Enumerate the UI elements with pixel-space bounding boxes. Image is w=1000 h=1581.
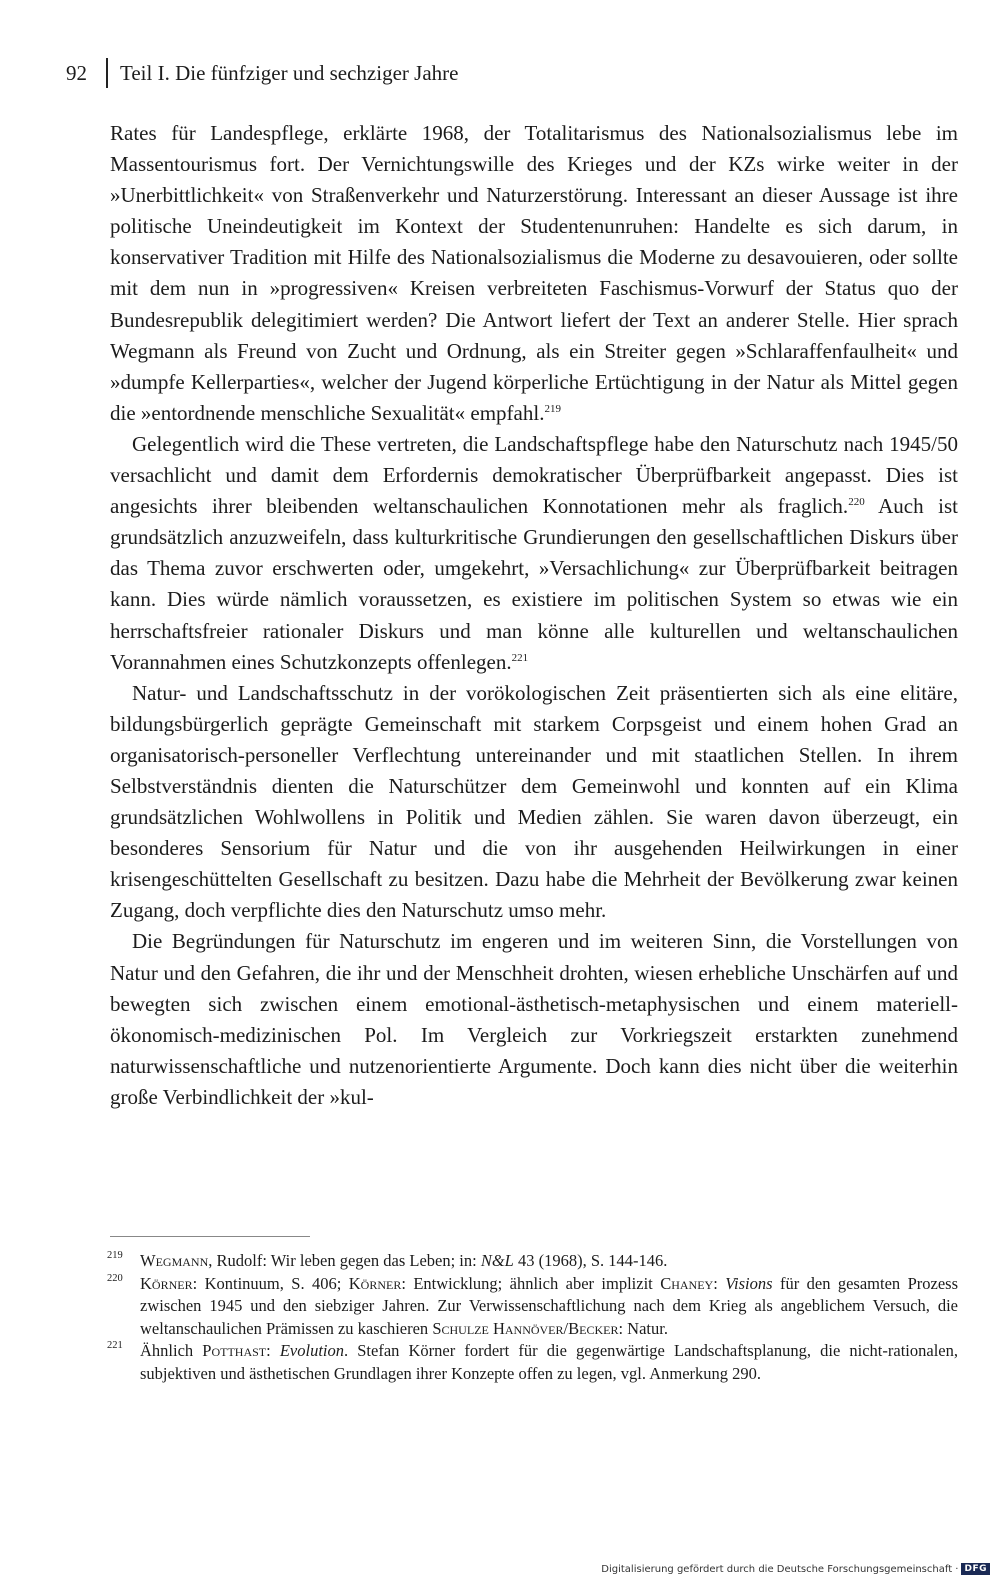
header-divider <box>106 58 108 88</box>
dfg-logo: DFG <box>961 1563 990 1575</box>
footnote-author: Chaney <box>660 1273 714 1293</box>
running-title: Teil I. Die fünfziger und sechziger Jahre <box>120 60 459 85</box>
paragraph-1 <box>110 118 958 429</box>
footnote-ref-221: 221 <box>511 651 529 664</box>
footnote-219 <box>107 1250 958 1273</box>
digitization-credit <box>601 1563 990 1575</box>
footnote-segment: für den gesamten Prozess zwischen 1945 und den siebziger Jahren. Zur Verwissenschaftlichung nach dem Krieg als angeblichem Versuch, die weltanschaulichen Prämissen zu kaschieren <box>140 1273 958 1338</box>
footnote-segment: : <box>266 1341 280 1360</box>
footnote-text <box>110 1340 958 1385</box>
footnote-author: Körner <box>140 1273 193 1293</box>
footnote-221 <box>107 1340 958 1385</box>
footnote-text <box>110 1250 958 1273</box>
footnote-author: Schulze Hannöver/Becker <box>432 1318 619 1338</box>
footnote-number: 220 <box>107 1272 123 1284</box>
footnote-author: Potthast <box>202 1341 267 1360</box>
credit-text: Digitalisierung gefördert durch die Deutsche Forschungsgemeinschaft · <box>601 1563 959 1575</box>
footnote-author: Wegmann <box>140 1251 209 1270</box>
footnote-number: 219 <box>107 1250 123 1261</box>
footnote-segment: . Stefan Körner fordert für die gegenwärtige Landschaftsplanung, die nicht-rationalen, subjektiven und ästhetischen Grundlagen ihrer Konzepte offen zu legen, vgl. Anmerkung 290. <box>140 1341 958 1383</box>
footnote-segment: : Natur. <box>618 1318 668 1338</box>
footnote-text <box>110 1273 958 1341</box>
paragraph-3: Natur- und Landschaftsschutz in der vorökologischen Zeit präsentierten sich als eine elitäre, bildungsbürgerlich geprägte Gemeinschaft mit starkem Corpsgeist und einem hohen Grad an organisatorisch-personeller Verflechtung untereinander und mit staatlichen Stellen. In ihrem Selbstverständnis dienten die Naturschützer dem Gemeinwohl und konnten auf ein Klima grundsätzlichen Wohlwollens in Politik und Medien zählen. Sie waren davon überzeugt, ein besonderes Sensorium für Natur und die von ihr ausgehenden Heilwirkungen in einer krisengeschüttelten Gesellschaft zu besitzen. Dazu habe die Mehrheit der Bevölkerung zwar keinen Zugang, doch verpflichte dies den Naturschutz umso mehr. <box>110 680 958 923</box>
footnote-segment: , Rudolf: Wir leben gegen das Leben; in: <box>208 1251 481 1270</box>
footnote-segment: Ähnlich <box>140 1341 203 1360</box>
footnote-title: Evolution <box>279 1341 344 1360</box>
footnotes <box>107 1250 958 1385</box>
footnote-ref-220: 220 <box>848 496 865 509</box>
footnote-segment: : Entwicklung; ähnlich aber implizit <box>401 1273 661 1293</box>
paragraph-1-text: Rates für Landespflege, erklärte 1968, der Totalitarismus des Nationalsozialismus lebe im Massentourismus fort. Der Vernichtungswille des Krieges und der KZs wirke weiter in der »Unerbittlichkeit« von Straßenverkehr und Naturzerstörung. Interessant an dieser Aussage ist ihre politische Uneindeutigkeit im Kontext der Studentenunruhen: Handelte es sich darum, in konservativer Tradition mit Hilfe des Nationalsozialismus die Moderne zu desavouieren, oder sollte mit dem nun in »progressiven« Kreisen verbreiteten Faschismus-Vorwurf der Status quo der Bundesrepublik delegitimiert werden? Die Antwort liefert der Text an anderer Stelle. Hier sprach Wegmann als Freund von Zucht und Ordnung, als ein Streiter gegen »Schlaraffenfaulheit« und »dumpfe Kellerparties«, welcher der Jugend körperliche Ertüchtigung in der Natur als Mittel gegen die »entordnende menschliche Sexualität« empfahl. <box>110 121 958 425</box>
footnote-ref-219: 219 <box>544 402 561 415</box>
footnote-220 <box>107 1272 958 1341</box>
paragraph-2-text: Gelegentlich wird die These vertreten, die Landschaftspflege habe den Naturschutz nach 1945/50 versachlicht und damit dem Erfordernis demokratischer Überprüfbarkeit angepasst. Dies ist angesichts ihrer bleibenden weltanschaulichen Konnotationen mehr als fraglich. <box>110 431 958 519</box>
footnote-journal: N&L <box>480 1251 514 1270</box>
footnote-segment: 43 (1968), S. 144-146. <box>513 1251 668 1270</box>
paragraph-2 <box>110 429 958 678</box>
footnote-segment: : Kontinuum, S. 406; <box>192 1273 349 1293</box>
running-header <box>66 58 458 88</box>
footnote-title: Visions <box>725 1273 773 1293</box>
footnote-author: Körner <box>348 1273 402 1293</box>
footnote-number: 221 <box>107 1340 123 1351</box>
paragraph-2-text-cont: Auch ist grundsätzlich anzuzweifeln, dass kulturkritische Grundierungen den gesellschaftlichen Diskurs über das Thema zuvor erschwerten oder, umgekehrt, »Versachlichung« zur Überprüfbarkeit beitragen kann. Dies würde nämlich voraussetzen, es existiere im politischen System so etwas wie ein herrschaftsfreier rationaler Diskurs und man könne alle kulturellen und weltanschaulichen Vorannahmen eines Schutzkonzepts offenlegen. <box>110 494 958 674</box>
footnote-segment: : <box>713 1273 726 1293</box>
page-number: 92 <box>66 60 87 85</box>
main-text <box>110 118 958 1113</box>
footnote-divider <box>110 1236 310 1237</box>
paragraph-4: Die Begründungen für Naturschutz im engeren und im weiteren Sinn, die Vorstellungen von Natur und den Gefahren, die ihr und der Menschheit drohten, wiesen erhebliche Unschärfen auf und bewegten sich zwischen einem emotional-ästhetisch-metaphysischen und einem materiell-ökonomisch-medizinischen Pol. Im Vergleich zur Vorkriegszeit erstarkten zunehmend naturwissenschaftliche und nutzenorientierte Argumente. Doch kann dies nicht über die weiterhin große Verbindlichkeit der »kul- <box>110 929 958 1109</box>
